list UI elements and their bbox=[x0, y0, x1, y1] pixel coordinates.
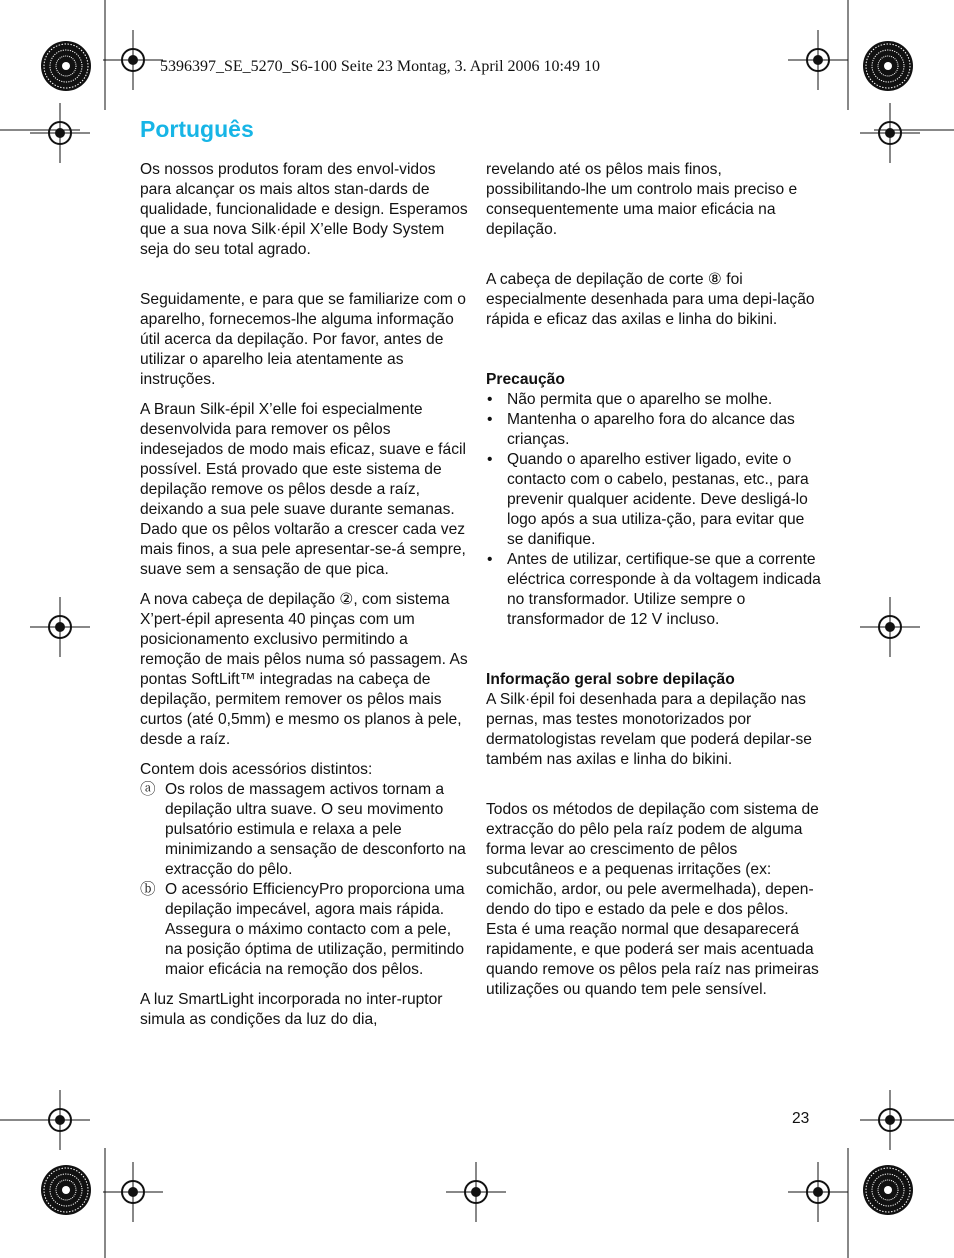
precaution-list bbox=[486, 390, 821, 630]
precaution-heading: Precaução bbox=[486, 371, 565, 388]
side-effects-paragraph: Todos os métodos de depilação com sistema de extracção do pêlo pela raíz podem de alguma forma levar ao crescimento de pêlos subcutâneos e a pequenas irritações (ex: comichão, ardor, ou pele avermelhada), depen-dendo do tipo e estado da pele e dos pêlos. Esta é uma reação normal que desaparecerá rapidamente, e que poderá ser mais acentuada quando remove os pêlos pela raíz nas primeiras utilizações ou quando tem pele sensível. bbox=[486, 801, 819, 998]
list-item: • Antes de utilizar, certifique-se que a corrente eléctrica corresponde à da voltagem indicada no transformador. Utilize sempre o transformador de 12 V incluso. bbox=[486, 550, 821, 630]
accessory-item bbox=[140, 880, 470, 980]
product-description-paragraph: A Braun Silk-épil X’elle foi especialmente desenvolvida para remover os pêlos indesejados de modo mais eficaz, suave e fácil possível. Está provado que este sistema de depilação remove os pêlos desde a raíz, deixando a sua pele suave durante semanas. Dado que os pêlos voltarão a crescer cada vez mais finos, a sua pele apresentar-se-á sempre, suave sem a sensação de que pica. bbox=[140, 401, 466, 578]
right-column bbox=[486, 160, 821, 1010]
page-title: Português bbox=[140, 116, 254, 142]
info-paragraph: A Silk·épil foi desenhada para a depilação nas pernas, mas testes monotorizados por dermatologistas revelam que poderá depilar-se também nas axilas e linha do bikini. bbox=[486, 691, 812, 768]
continuation-paragraph: revelando até os pêlos mais finos, possibilitando-lhe um controlo mais preciso e consequentemente uma maior eficácia na depilação. bbox=[486, 161, 798, 238]
accessory-text: Os rolos de massagem activos tornam a depilação ultra suave. O seu movimento pulsatório estimula e relaxa a pele minimizando a sensação de desconforto na extracção do pêlo. bbox=[165, 781, 466, 878]
accessory-item bbox=[140, 780, 470, 880]
accessory-label: ⓐ bbox=[140, 781, 156, 798]
familiarize-paragraph: Seguidamente, e para que se familiarize com o aparelho, fornecemos-lhe alguma informação útil acerca da depilação. Por favor, antes de utilizar o aparelho leia atentamente as instruções. bbox=[140, 291, 466, 388]
list-item: • Quando o aparelho estiver ligado, evite o contacto com o cabelo, pestanas, etc., para prevenir qualquer acidente. Deve desligá-lo logo após a sua utiliza-ção, para evitar que se danifique. bbox=[486, 450, 821, 550]
print-slug-line: 5396397_SE_5270_S6-100 Seite 23 Montag, 3. April 2006 10:49 10 bbox=[160, 58, 600, 75]
smartlight-paragraph: A luz SmartLight incorporada no inter-ruptor simula as condições da luz do dia, bbox=[140, 991, 443, 1028]
left-column bbox=[140, 160, 470, 1040]
accessory-text: O acessório EfficiencyPro proporciona uma depilação impecável, agora mais rápida. Assegura o máximo contacto com a pele, na posição óptima de utilização, permitindo maior eficácia na remoção dos pêlos. bbox=[165, 881, 465, 978]
list-item: • Mantenha o aparelho fora do alcance das crianças. bbox=[486, 410, 821, 450]
page-number: 23 bbox=[792, 1110, 810, 1127]
accessory-label: ⓑ bbox=[140, 881, 156, 898]
intro-paragraph: Os nossos produtos foram des envol-vidos para alcançar os mais altos stan-dards de qualidade, funcionalidade e design. Esperamos que a sua nova Silk·épil X’elle Body System seja do seu total agrado. bbox=[140, 161, 468, 258]
list-item: • Não permita que o aparelho se molhe. bbox=[486, 390, 821, 410]
accessories-intro: Contem dois acessórios distintos: bbox=[140, 761, 373, 778]
cutting-head-paragraph: A cabeça de depilação de corte ⑧ foi especialmente desenhada para uma depi-lação rápida e eficaz das axilas e linha do bikini. bbox=[486, 271, 815, 328]
epilation-head-paragraph: A nova cabeça de depilação ②, com sistema X’pert-épil apresenta 40 pinças com um posicionamento exclusivo permitindo a remoção de mais pêlos numa só passagem. As pontas SoftLift™ integradas na cabeça de depilação, permitem remover os pêlos mais curtos (até 0,5mm) e mesmo os planos à pele, desde a raíz. bbox=[140, 591, 468, 748]
info-heading: Informação geral sobre depilação bbox=[486, 671, 735, 688]
